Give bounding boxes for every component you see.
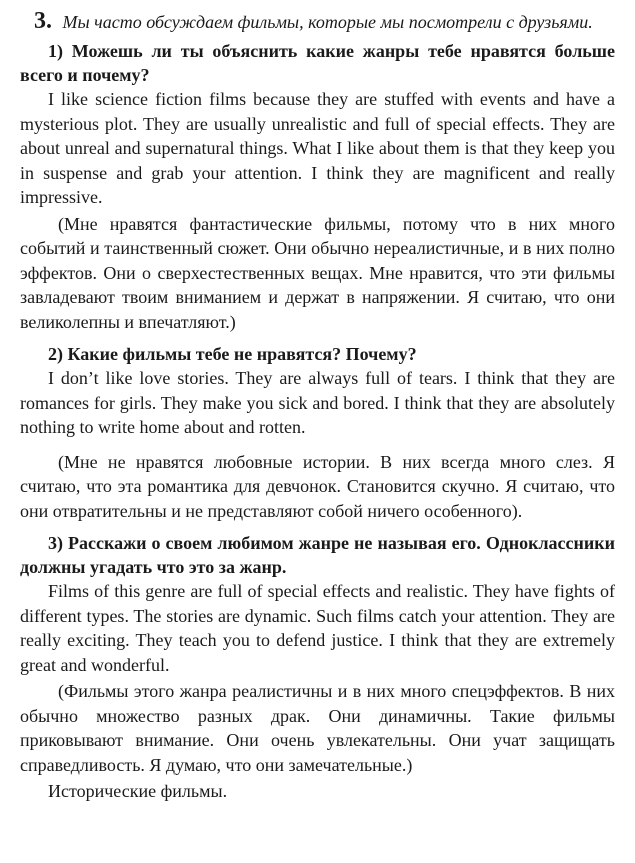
section-3 xyxy=(20,531,615,803)
question-3: 3) Расскажи о своем любимом жанре не называя его. Одноклассники должны угадать что это за жанр. xyxy=(20,533,615,577)
task-header xyxy=(20,8,615,35)
translation-3: (Фильмы этого жанра реалистичны и в них много спецэффектов. В них обычно множество разных драк. Они динамичны. Такие фильмы приковывают внимание. Они очень увлекательны. Они учат защищать справедливость. Я думаю, что они замечательные.) xyxy=(20,681,615,775)
task-number: 3. xyxy=(34,8,52,34)
answer-2: I don’t like love stories. They are always full of tears. I think that they are romances for girls. They make you sick and bored. I think that they are absolutely nothing to write home about and rotten. xyxy=(20,368,615,437)
final-answer: Исторические фильмы. xyxy=(48,781,228,801)
question-2: 2) Какие фильмы тебе не нравятся? Почему? xyxy=(48,344,417,364)
question-1: 1) Можешь ли ты объяснить какие жанры тебе нравятся больше всего и почему? xyxy=(20,41,615,85)
section-1 xyxy=(20,39,615,334)
translation-1: (Мне нравятся фантастические фильмы, потому что в них много событий и таинственный сюжет. Они обычно нереалистичные, и в них полно эффектов. Они о сверхестественных вещах. Мне нравится, что эти фильмы завладевают твоим вниманием и держат в напряжении. Я считаю, что они великолепны и впечатляют.) xyxy=(20,213,615,332)
answer-1: I like science fiction films because they are stuffed with events and have a mysterious plot. They are usually unrealistic and full of special effects. They are about unreal and supernatural things. What I like about them is that they keep you in suspense and grab your attention. I think they are magnificent and really impressive. xyxy=(20,89,615,207)
section-2 xyxy=(20,342,615,523)
answer-3: Films of this genre are full of special effects and realistic. They have fights of different types. The stories are dynamic. Such films catch your attention. They are really exciting. They teach you to defend justice. I think that they are extremely great and wonderful. xyxy=(20,581,615,675)
task-instruction: Мы часто обсуждаем фильмы, которые мы посмотрели с друзьями. xyxy=(62,12,593,32)
translation-2: (Мне не нравятся любовные истории. В них всегда много слез. Я считаю, что эта романтика для девчонок. Становится скучно. Я считаю, что они отвратительны и не представляют собой ничего особенного). xyxy=(20,451,615,521)
